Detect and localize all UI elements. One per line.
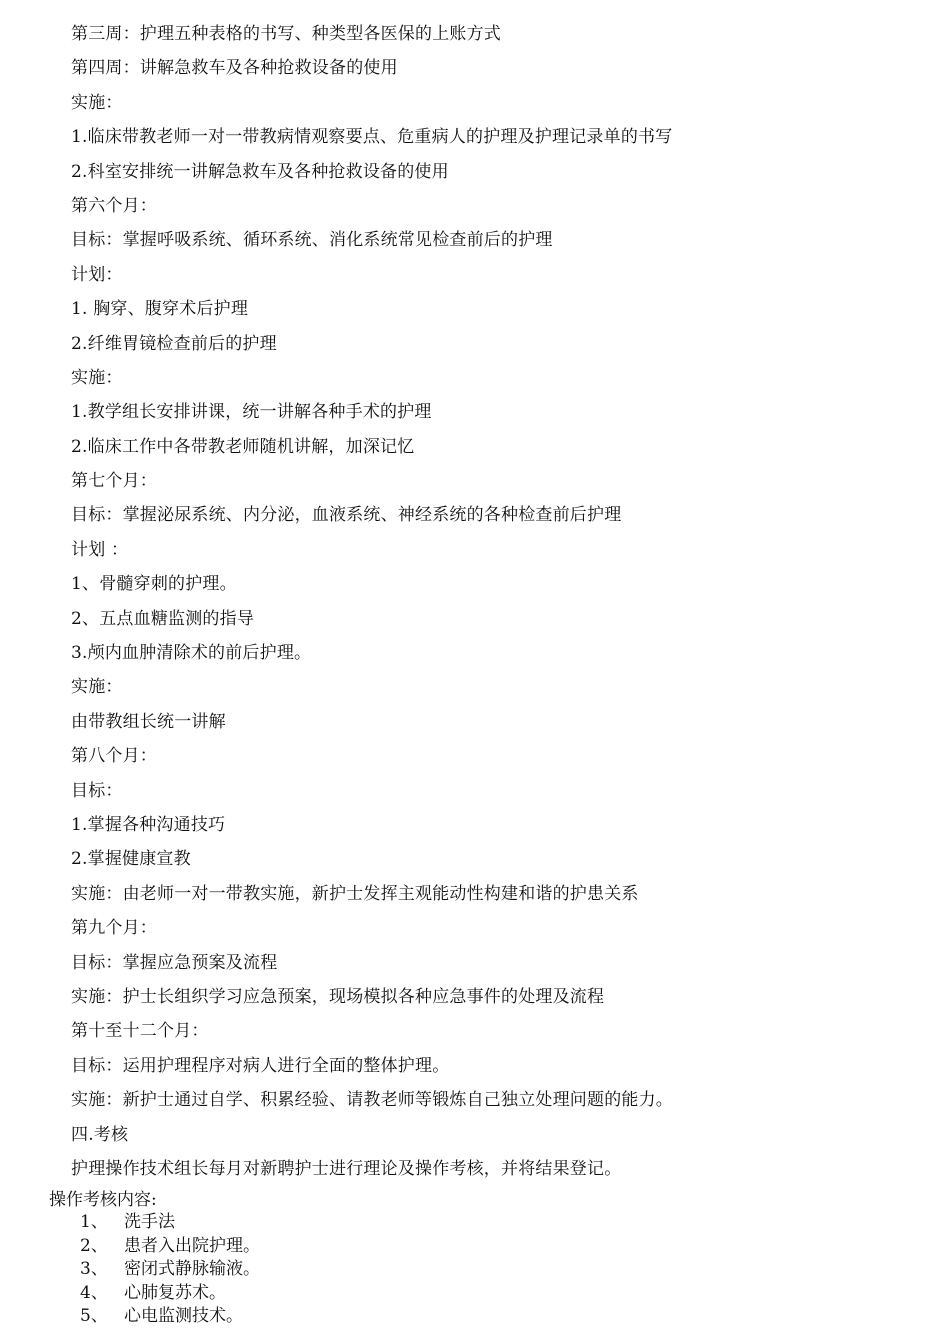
- list-item-text: 心电监测技术。: [124, 1306, 243, 1326]
- exam-contents-list: [80, 1211, 260, 1329]
- list-item-number: 1、: [80, 1212, 108, 1232]
- text-line: 实施：: [71, 367, 123, 388]
- text-line: 目标：: [71, 780, 123, 801]
- text-line: 2.科室安排统一讲解急救车及各种抢救设备的使用: [71, 161, 449, 182]
- text-line: 实施：护士长组织学习应急预案，现场模拟各种应急事件的处理及流程: [71, 986, 605, 1007]
- list-item-text: 患者入出院护理。: [124, 1235, 260, 1256]
- text-line: 实施：新护士通过自学、积累经验、请教老师等锻炼自己独立处理问题的能力。: [71, 1090, 673, 1111]
- text-line: 1.掌握各种沟通技巧: [71, 814, 226, 835]
- text-line: 2.纤维胃镜检查前后的护理: [71, 333, 277, 354]
- list-item: [80, 1305, 260, 1329]
- text-line: 目标：掌握呼吸系统、循环系统、消化系统常见检查前后的护理: [71, 230, 553, 251]
- text-line: 实施：: [71, 92, 123, 113]
- text-line: 1. 胸穿、腹穿术后护理: [71, 299, 249, 320]
- text-line: 1.教学组长安排讲课，统一讲解各种手术的护理: [71, 402, 432, 423]
- month-heading: 第七个月：: [71, 471, 157, 492]
- document-body: [71, 17, 931, 1186]
- text-line: 计划：: [71, 264, 123, 285]
- text-line: 实施：: [71, 677, 123, 698]
- month-heading: 第八个月：: [71, 746, 157, 767]
- list-item-text: 心肺复苏术。: [124, 1282, 226, 1303]
- text-line: 2、五点血糖监测的指导: [71, 608, 255, 629]
- section-heading: 四.考核: [71, 1124, 129, 1145]
- list-item: [80, 1211, 260, 1235]
- text-line: 护理操作技术组长每月对新聘护士进行理论及操作考核，并将结果登记。: [71, 1158, 622, 1179]
- exam-contents-label: 操作考核内容:: [49, 1190, 157, 1210]
- text-line: 1、骨髓穿刺的护理。: [71, 574, 237, 595]
- text-line: 1.临床带教老师一对一带教病情观察要点、危重病人的护理及护理记录单的书写: [71, 127, 673, 148]
- list-item: [80, 1282, 260, 1306]
- list-item: [80, 1258, 260, 1282]
- text-line: 实施：由老师一对一带教实施，新护士发挥主观能动性构建和谐的护患关系: [71, 883, 639, 904]
- text-line: 计划 ：: [71, 539, 129, 560]
- text-line: 由带教组长统一讲解: [71, 711, 226, 732]
- list-item-text: 洗手法: [124, 1212, 175, 1232]
- text-line: 3.颅内血肿清除术的前后护理。: [71, 643, 312, 664]
- list-item-number: 2、: [80, 1235, 108, 1256]
- text-line: 2.临床工作中各带教老师随机讲解，加深记忆: [71, 436, 415, 457]
- list-item-number: 4、: [80, 1282, 108, 1303]
- text-line: 2.掌握健康宣教: [71, 849, 191, 870]
- month-heading: 第六个月：: [71, 195, 157, 216]
- text-line: 目标：掌握应急预案及流程: [71, 952, 278, 973]
- month-heading: 第九个月：: [71, 918, 157, 939]
- list-item: [80, 1235, 260, 1259]
- text-line: 第三周：护理五种表格的书写、种类型各医保的上账方式: [71, 24, 501, 44]
- list-item-number: 5、: [80, 1306, 108, 1326]
- list-item-text: 密闭式静脉输液。: [124, 1259, 260, 1279]
- text-line: 目标：运用护理程序对病人进行全面的整体护理。: [71, 1055, 450, 1076]
- text-line: 目标：掌握泌尿系统、内分泌，血液系统、神经系统的各种检查前后护理: [71, 505, 622, 526]
- text-line: 第四周：讲解急救车及各种抢救设备的使用: [71, 58, 398, 79]
- month-heading: 第十至十二个月：: [71, 1021, 209, 1042]
- list-item-number: 3、: [80, 1259, 108, 1279]
